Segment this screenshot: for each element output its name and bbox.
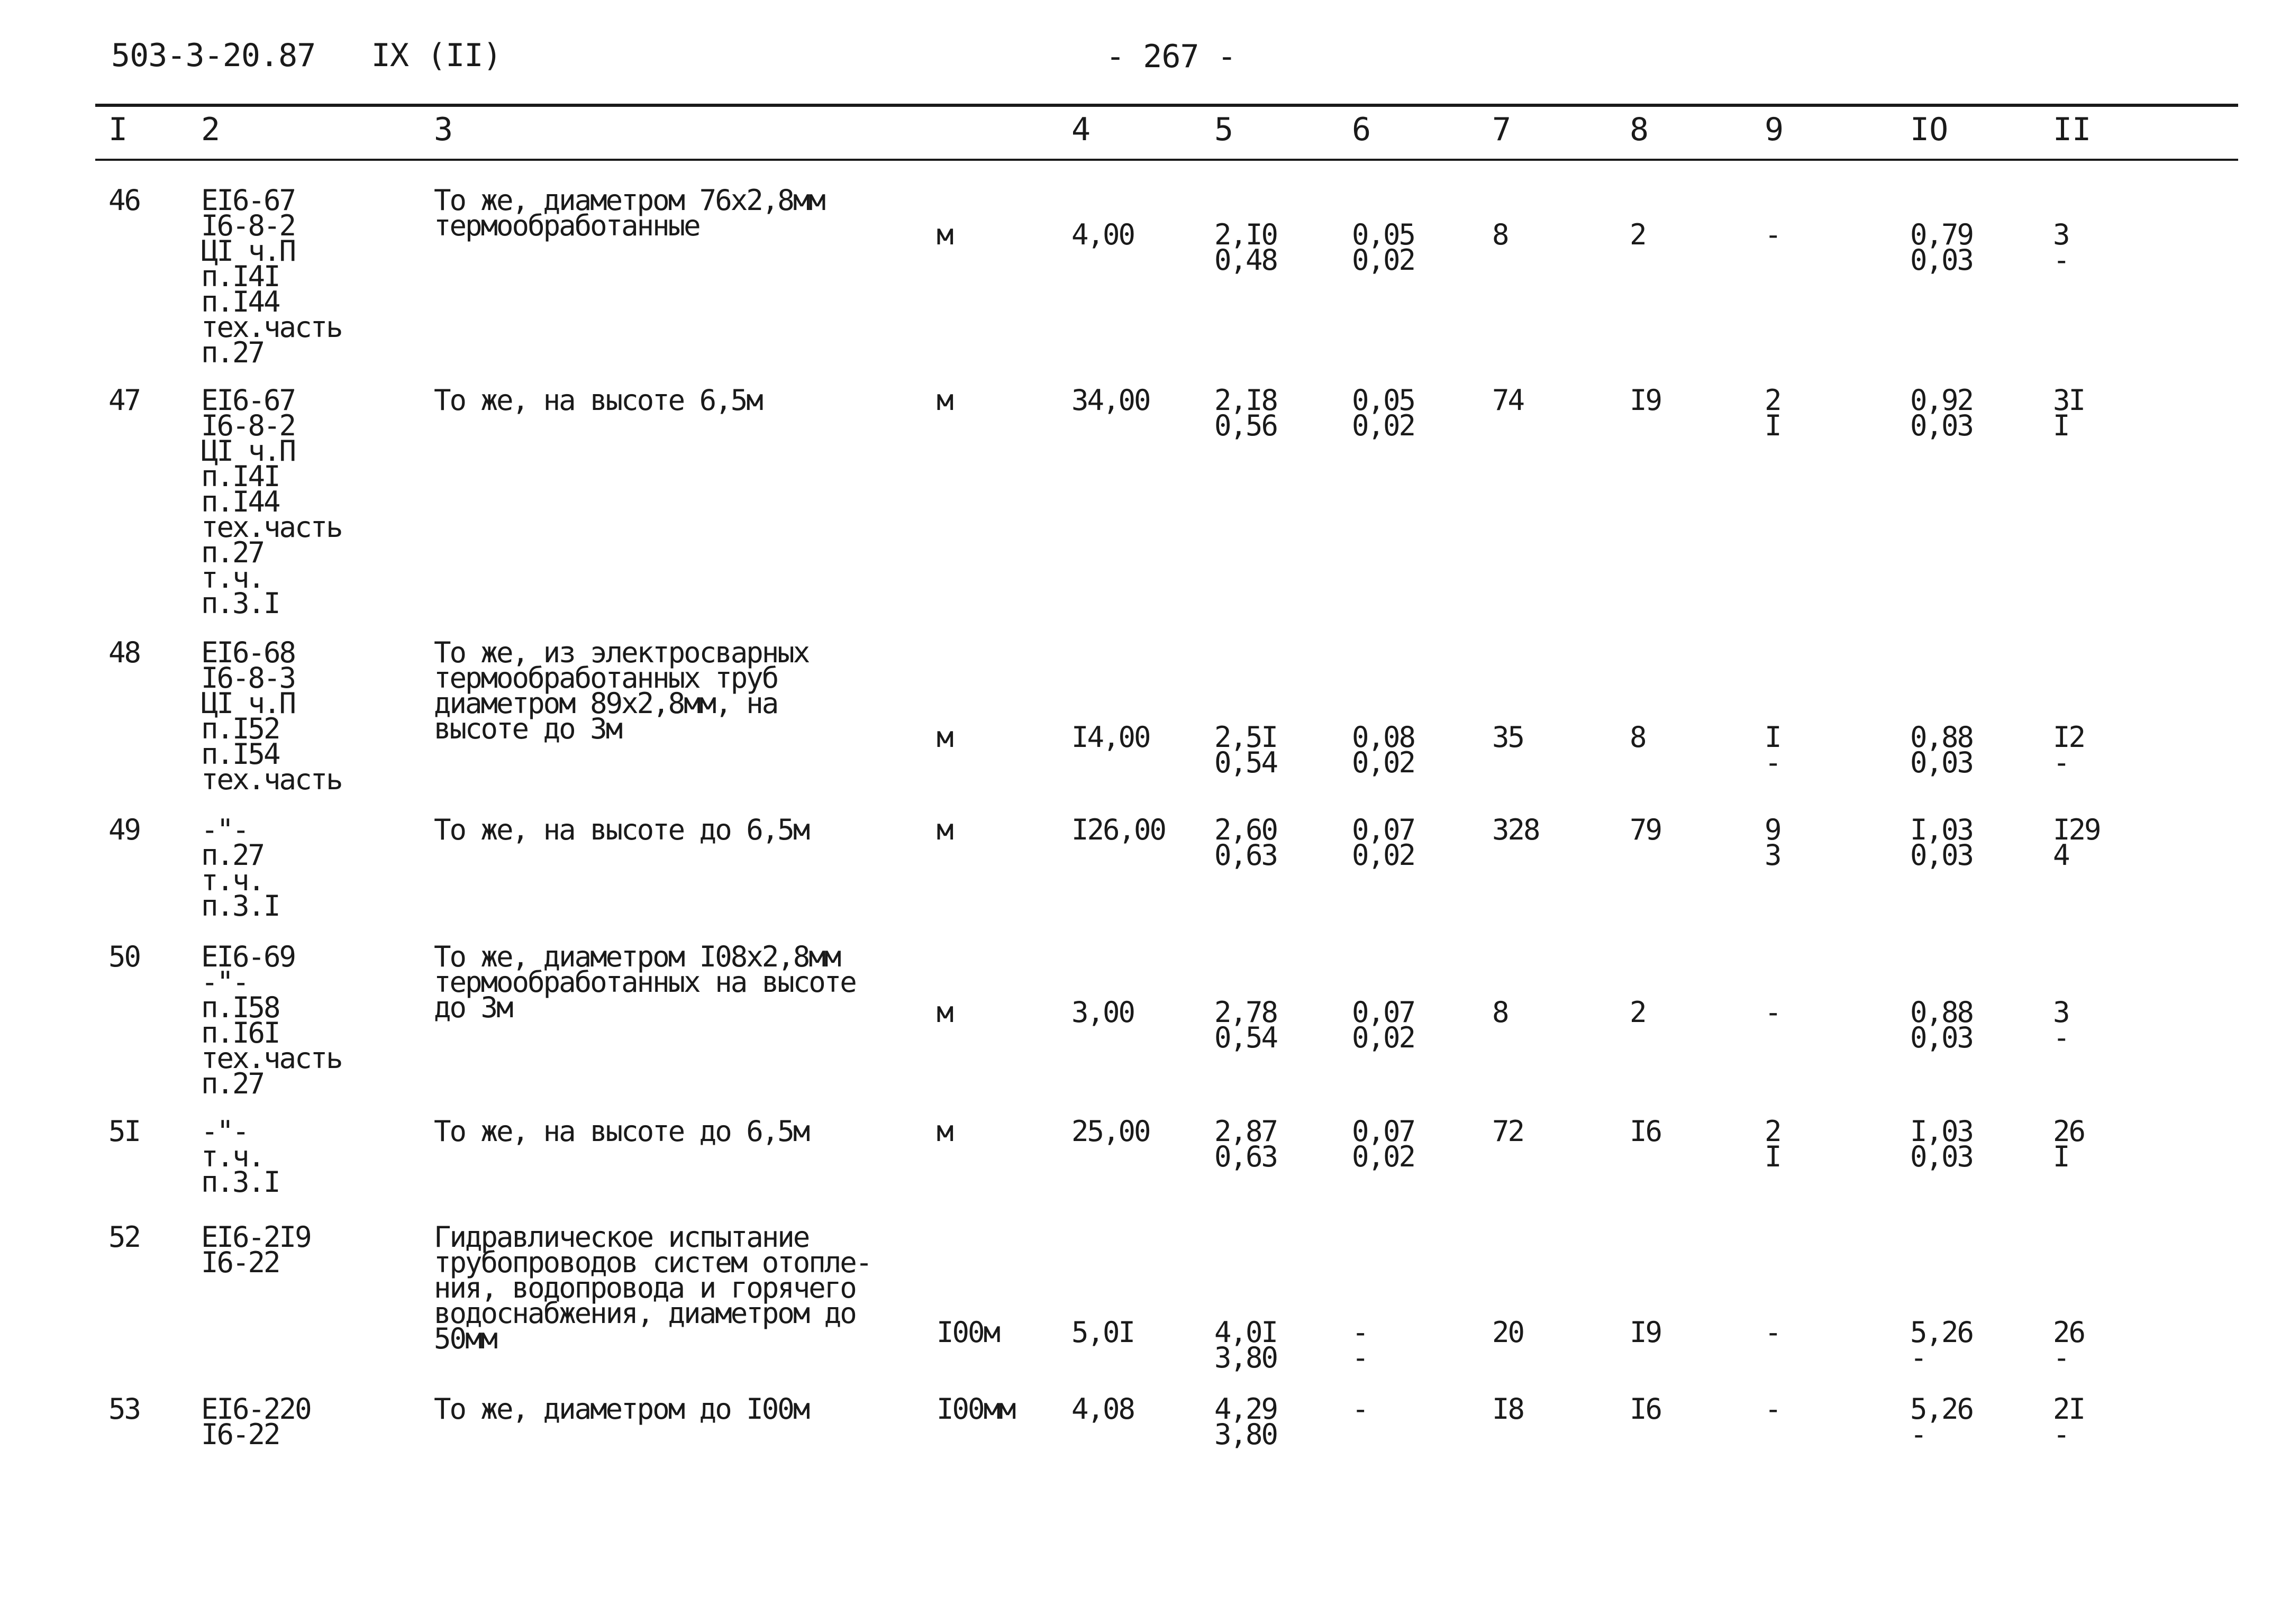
- column-7-value: [1492, 1115, 1524, 1148]
- norm-code-line: п.I44: [201, 285, 279, 318]
- column-10-values-line: I,03: [1910, 1115, 1973, 1148]
- column-6-values-line: 0,08: [1352, 720, 1415, 754]
- norm-code-line: I6-8-2: [201, 409, 295, 442]
- column-11-values-line: 26: [2053, 1316, 2085, 1349]
- unit-of-measure-line: м: [937, 996, 952, 1029]
- quantity-line: 4,08: [1071, 1392, 1134, 1426]
- column-5-values-line: 3,80: [1214, 1418, 1277, 1451]
- norm-code-line: EI6-220: [201, 1392, 311, 1426]
- work-description-line: ния, водопровода и горячего: [434, 1271, 856, 1304]
- norm-code-line: EI6-2I9: [201, 1220, 311, 1254]
- norm-code-line: I6-8-2: [201, 209, 295, 242]
- column-8-value: [1630, 384, 1661, 417]
- row-number-line: 52: [108, 1220, 140, 1254]
- column-9-values-line: 2: [1765, 384, 1780, 417]
- column-10-values-line: 0,03: [1910, 1140, 1973, 1173]
- column-header-1: I: [108, 111, 128, 148]
- column-6-values-line: 0,07: [1352, 1115, 1415, 1148]
- column-5-values-line: 2,I0: [1214, 218, 1277, 251]
- column-8-value-line: I9: [1630, 384, 1661, 417]
- work-description-line: высоте до 3м: [434, 712, 622, 745]
- column-9-values-line: I: [1765, 720, 1780, 754]
- column-8-value-line: 79: [1630, 813, 1661, 846]
- work-description: [434, 813, 809, 846]
- column-9-values-line: 3: [1765, 838, 1780, 872]
- column-10-values: [1910, 720, 1973, 779]
- row-number-line: 48: [108, 636, 140, 669]
- column-10-values: [1910, 1316, 1973, 1374]
- column-header-8: 8: [1630, 111, 1649, 148]
- column-8-value: [1630, 720, 1646, 754]
- quantity: [1071, 1316, 1134, 1349]
- norm-code-line: I6-22: [201, 1246, 279, 1279]
- norm-code: [201, 636, 342, 796]
- norm-code-line: п.I58: [201, 991, 279, 1024]
- norm-code-line: п.I4I: [201, 260, 279, 293]
- quantity: [1071, 1392, 1134, 1426]
- column-11-values-line: I29: [2053, 813, 2100, 846]
- column-8-value: [1630, 218, 1646, 251]
- column-11-values-line: -: [2053, 1021, 2069, 1054]
- column-10-values-line: -: [1910, 1418, 1926, 1451]
- unit-of-measure-line: м: [937, 218, 952, 251]
- column-10-values: [1910, 384, 1973, 442]
- column-6-values: [1352, 1115, 1415, 1173]
- column-5-values-line: 0,54: [1214, 746, 1277, 779]
- column-10-values: [1910, 813, 1973, 872]
- column-11-values-line: I2: [2053, 720, 2085, 754]
- column-10-values: [1910, 1115, 1973, 1173]
- column-5-values-line: 0,63: [1214, 838, 1277, 872]
- column-7-value-line: 35: [1492, 720, 1524, 754]
- column-6-values-line: 0,02: [1352, 1021, 1415, 1054]
- column-11-values-line: -: [2053, 1341, 2069, 1374]
- quantity-line: I4,00: [1071, 720, 1150, 754]
- column-5-values-line: 3,80: [1214, 1341, 1277, 1374]
- norm-code-line: п.27: [201, 336, 264, 369]
- column-10-values: [1910, 1392, 1973, 1451]
- column-6-values-line: -: [1352, 1392, 1368, 1426]
- column-5-values: [1214, 218, 1277, 277]
- unit-of-measure: [937, 1316, 999, 1349]
- column-5-values-line: 2,78: [1214, 996, 1277, 1029]
- column-10-values-line: I,03: [1910, 813, 1973, 846]
- row-number: [108, 1220, 140, 1254]
- norm-code: [201, 940, 342, 1100]
- quantity-line: I26,00: [1071, 813, 1166, 846]
- unit-of-measure-line: м: [937, 720, 952, 754]
- table-header-rule: [95, 159, 2238, 161]
- norm-code-line: -"-: [201, 813, 248, 846]
- column-6-values: [1352, 218, 1415, 277]
- column-6-values-line: 0,02: [1352, 1140, 1415, 1173]
- norm-code-line: т.ч.: [201, 1140, 264, 1173]
- column-9-values-line: 2: [1765, 1115, 1780, 1148]
- row-number: [108, 940, 140, 973]
- table-top-rule: [95, 104, 2238, 107]
- column-11-values-line: -: [2053, 746, 2069, 779]
- work-description-line: То же, диаметром I08х2,8мм: [434, 940, 840, 973]
- column-5-values-line: 4,29: [1214, 1392, 1277, 1426]
- row-number: [108, 384, 140, 417]
- column-5-values: [1214, 720, 1277, 779]
- row-number: [108, 1115, 140, 1148]
- column-11-values-line: 3: [2053, 218, 2069, 251]
- work-description: [434, 636, 809, 745]
- column-7-value-line: 72: [1492, 1115, 1524, 1148]
- unit-of-measure: [937, 218, 952, 251]
- row-number-line: 5I: [108, 1115, 140, 1148]
- column-5-values: [1214, 813, 1277, 872]
- norm-code: [201, 1220, 311, 1279]
- work-description-line: Гидравлическое испытание: [434, 1220, 809, 1254]
- unit-of-measure-line: м: [937, 384, 952, 417]
- norm-code-line: EI6-67: [201, 184, 295, 217]
- norm-code-line: п.3.I: [201, 1165, 279, 1199]
- column-6-values-line: 0,02: [1352, 409, 1415, 442]
- unit-of-measure: [937, 720, 952, 754]
- column-11-values-line: -: [2053, 243, 2069, 277]
- norm-code-line: тех.часть: [201, 510, 342, 544]
- row-number: [108, 184, 140, 217]
- quantity-line: 4,00: [1071, 218, 1134, 251]
- column-8-value-line: 2: [1630, 218, 1646, 251]
- column-5-values-line: 2,I8: [1214, 384, 1277, 417]
- unit-of-measure: [937, 384, 952, 417]
- quantity: [1071, 996, 1134, 1029]
- column-11-values-line: -: [2053, 1418, 2069, 1451]
- column-11-values: [2053, 384, 2085, 442]
- work-description-line: То же, диаметром 76х2,8мм: [434, 184, 824, 217]
- column-10-values-line: 0,88: [1910, 996, 1973, 1029]
- column-9-values: [1765, 720, 1780, 779]
- column-8-value-line: I6: [1630, 1392, 1661, 1426]
- norm-code-line: EI6-68: [201, 636, 295, 669]
- quantity: [1071, 384, 1150, 417]
- column-7-value-line: 20: [1492, 1316, 1524, 1349]
- norm-code-line: тех.часть: [201, 763, 342, 796]
- column-5-values-line: 0,56: [1214, 409, 1277, 442]
- column-7-value: [1492, 1392, 1524, 1426]
- work-description-line: 50мм: [434, 1322, 497, 1355]
- column-11-values: [2053, 1115, 2085, 1173]
- column-header-5: 5: [1214, 111, 1234, 148]
- norm-code-line: ЦI ч.П: [201, 234, 295, 268]
- column-5-values: [1214, 1115, 1277, 1173]
- column-header-7: 7: [1492, 111, 1512, 148]
- column-9-values-line: -: [1765, 746, 1780, 779]
- column-10-values-line: 0,88: [1910, 720, 1973, 754]
- work-description-line: То же, из электросварных: [434, 636, 809, 669]
- work-description-line: термообработанных на высоте: [434, 965, 856, 999]
- column-11-values: [2053, 1392, 2085, 1451]
- column-9-values: [1765, 813, 1780, 872]
- column-5-values-line: 2,87: [1214, 1115, 1277, 1148]
- column-8-value-line: I9: [1630, 1316, 1661, 1349]
- column-8-value: [1630, 813, 1661, 846]
- column-6-values: [1352, 1392, 1368, 1426]
- column-9-values: [1765, 218, 1780, 251]
- column-11-values: [2053, 720, 2085, 779]
- norm-code-line: п.27: [201, 536, 264, 569]
- column-10-values-line: 0,03: [1910, 838, 1973, 872]
- norm-code-line: п.I52: [201, 712, 279, 745]
- norm-code-line: EI6-69: [201, 940, 295, 973]
- unit-of-measure-line: м: [937, 813, 952, 846]
- column-7-value-line: 8: [1492, 218, 1508, 251]
- norm-code-line: п.27: [201, 1067, 264, 1100]
- column-9-values-line: -: [1765, 1392, 1780, 1426]
- column-8-value-line: 2: [1630, 996, 1646, 1029]
- column-7-value-line: 8: [1492, 996, 1508, 1029]
- norm-code-line: п.I54: [201, 737, 279, 771]
- column-9-values-line: 9: [1765, 813, 1780, 846]
- norm-code-line: п.I4I: [201, 460, 279, 493]
- unit-of-measure: [937, 1392, 1015, 1426]
- column-10-values-line: 0,03: [1910, 243, 1973, 277]
- column-11-values-line: 26: [2053, 1115, 2085, 1148]
- column-8-value: [1630, 1115, 1661, 1148]
- quantity: [1071, 813, 1166, 846]
- column-9-values: [1765, 996, 1780, 1029]
- row-number: [108, 813, 140, 846]
- column-7-value: [1492, 720, 1524, 754]
- column-6-values-line: 0,07: [1352, 996, 1415, 1029]
- column-8-value: [1630, 996, 1646, 1029]
- row-number: [108, 636, 140, 669]
- column-11-values: [2053, 1316, 2085, 1374]
- column-7-value: [1492, 218, 1508, 251]
- column-11-values-line: 2I: [2053, 1392, 2085, 1426]
- work-description: [434, 1220, 871, 1355]
- norm-code-line: ЦI ч.П: [201, 687, 295, 720]
- quantity-line: 25,00: [1071, 1115, 1150, 1148]
- column-header-4: 4: [1071, 111, 1091, 148]
- work-description-line: То же, на высоте 6,5м: [434, 384, 762, 417]
- work-description: [434, 1115, 809, 1148]
- norm-code-line: I6-22: [201, 1418, 279, 1451]
- quantity-line: 34,00: [1071, 384, 1150, 417]
- column-header-9: 9: [1765, 111, 1784, 148]
- norm-code: [201, 1392, 311, 1451]
- column-6-values-line: 0,07: [1352, 813, 1415, 846]
- norm-code-line: п.3.I: [201, 587, 279, 620]
- column-9-values-line: I: [1765, 1140, 1780, 1173]
- unit-of-measure: [937, 813, 952, 846]
- column-10-values-line: 0,79: [1910, 218, 1973, 251]
- column-5-values-line: 2,60: [1214, 813, 1277, 846]
- norm-code-line: -"-: [201, 965, 248, 999]
- column-10-values-line: 0,03: [1910, 746, 1973, 779]
- column-6-values: [1352, 384, 1415, 442]
- quantity: [1071, 1115, 1150, 1148]
- column-11-values: [2053, 813, 2100, 872]
- column-5-values: [1214, 996, 1277, 1054]
- column-6-values-line: 0,02: [1352, 838, 1415, 872]
- column-9-values-line: I: [1765, 409, 1780, 442]
- unit-of-measure: [937, 1115, 952, 1148]
- column-5-values: [1214, 1392, 1277, 1451]
- work-description: [434, 184, 824, 242]
- column-11-values-line: I: [2053, 409, 2069, 442]
- column-9-values: [1765, 1316, 1780, 1349]
- column-9-values: [1765, 1392, 1780, 1426]
- column-6-values: [1352, 720, 1415, 779]
- column-11-values-line: I: [2053, 1140, 2069, 1173]
- column-7-value-line: I8: [1492, 1392, 1524, 1426]
- column-6-values-line: 0,02: [1352, 746, 1415, 779]
- quantity-line: 3,00: [1071, 996, 1134, 1029]
- column-6-values-line: 0,02: [1352, 243, 1415, 277]
- column-header-10: IO: [1910, 111, 1949, 148]
- column-11-values-line: 3I: [2053, 384, 2085, 417]
- norm-code-line: п.I44: [201, 485, 279, 518]
- column-6-values-line: -: [1352, 1341, 1368, 1374]
- row-number-line: 47: [108, 384, 140, 417]
- column-5-values-line: 2,5I: [1214, 720, 1277, 754]
- column-9-values-line: -: [1765, 218, 1780, 251]
- column-header-11: II: [2053, 111, 2092, 148]
- unit-of-measure-line: I00м: [937, 1316, 999, 1349]
- quantity: [1071, 218, 1134, 251]
- column-header-3: 3: [434, 111, 453, 148]
- column-6-values: [1352, 996, 1415, 1054]
- page-number: - 267 -: [1106, 38, 1236, 75]
- column-5-values-line: 0,63: [1214, 1140, 1277, 1173]
- column-10-values-line: 0,03: [1910, 409, 1973, 442]
- column-7-value: [1492, 384, 1524, 417]
- norm-code-line: I6-8-3: [201, 661, 295, 695]
- column-5-values: [1214, 1316, 1277, 1374]
- norm-code: [201, 384, 342, 620]
- work-description-line: термообработанных труб: [434, 661, 778, 695]
- row-number-line: 49: [108, 813, 140, 846]
- column-10-values-line: 5,26: [1910, 1316, 1973, 1349]
- column-header-6: 6: [1352, 111, 1371, 148]
- column-9-values-line: -: [1765, 996, 1780, 1029]
- norm-code-line: т.ч.: [201, 864, 264, 897]
- work-description-line: до 3м: [434, 991, 512, 1024]
- work-description-line: трубопроводов систем отопле-: [434, 1246, 871, 1279]
- column-10-values: [1910, 996, 1973, 1054]
- work-description: [434, 384, 762, 417]
- norm-code-line: тех.часть: [201, 1042, 342, 1075]
- column-9-values: [1765, 384, 1780, 442]
- norm-code-line: п.I6I: [201, 1016, 279, 1050]
- norm-code: [201, 813, 279, 923]
- column-6-values-line: -: [1352, 1316, 1368, 1349]
- work-description-line: термообработанные: [434, 209, 699, 242]
- column-7-value-line: 328: [1492, 813, 1539, 846]
- column-5-values-line: 4,0I: [1214, 1316, 1277, 1349]
- norm-code-line: т.ч.: [201, 561, 264, 595]
- norm-code-line: ЦI ч.П: [201, 434, 295, 468]
- document-code: 503-3-20.87 IX (II): [111, 37, 502, 74]
- column-8-value-line: 8: [1630, 720, 1646, 754]
- unit-of-measure: [937, 996, 952, 1029]
- norm-code-line: п.27: [201, 838, 264, 872]
- column-11-values-line: 4: [2053, 838, 2069, 872]
- column-6-values: [1352, 813, 1415, 872]
- norm-code: [201, 1115, 279, 1199]
- work-description: [434, 940, 856, 1024]
- work-description: [434, 1392, 809, 1426]
- column-5-values-line: 0,48: [1214, 243, 1277, 277]
- column-6-values-line: 0,05: [1352, 384, 1415, 417]
- column-10-values-line: 0,03: [1910, 1021, 1973, 1054]
- work-description-line: диаметром 89х2,8мм, на: [434, 687, 778, 720]
- column-7-value: [1492, 813, 1539, 846]
- column-10-values-line: 5,26: [1910, 1392, 1973, 1426]
- column-11-values: [2053, 996, 2069, 1054]
- row-number: [108, 1392, 140, 1426]
- unit-of-measure-line: м: [937, 1115, 952, 1148]
- column-8-value-line: I6: [1630, 1115, 1661, 1148]
- column-10-values-line: 0,92: [1910, 384, 1973, 417]
- column-7-value: [1492, 996, 1508, 1029]
- column-5-values-line: 0,54: [1214, 1021, 1277, 1054]
- column-6-values-line: 0,05: [1352, 218, 1415, 251]
- column-header-2: 2: [201, 111, 221, 148]
- row-number-line: 46: [108, 184, 140, 217]
- work-description-line: То же, на высоте до 6,5м: [434, 1115, 809, 1148]
- column-11-values: [2053, 218, 2069, 277]
- column-8-value: [1630, 1316, 1661, 1349]
- work-description-line: То же, диаметром до I00м: [434, 1392, 809, 1426]
- norm-code-line: п.3.I: [201, 889, 279, 923]
- unit-of-measure-line: I00мм: [937, 1392, 1015, 1426]
- column-9-values: [1765, 1115, 1780, 1173]
- norm-code: [201, 184, 342, 369]
- column-7-value-line: 74: [1492, 384, 1524, 417]
- norm-code-line: -"-: [201, 1115, 248, 1148]
- column-6-values: [1352, 1316, 1368, 1374]
- column-9-values-line: -: [1765, 1316, 1780, 1349]
- column-7-value: [1492, 1316, 1524, 1349]
- column-10-values-line: -: [1910, 1341, 1926, 1374]
- column-8-value: [1630, 1392, 1661, 1426]
- row-number-line: 50: [108, 940, 140, 973]
- quantity-line: 5,0I: [1071, 1316, 1134, 1349]
- column-11-values-line: 3: [2053, 996, 2069, 1029]
- norm-code-line: EI6-67: [201, 384, 295, 417]
- norm-code-line: тех.часть: [201, 311, 342, 344]
- work-description-line: То же, на высоте до 6,5м: [434, 813, 809, 846]
- column-5-values: [1214, 384, 1277, 442]
- column-10-values: [1910, 218, 1973, 277]
- work-description-line: водоснабжения, диаметром до: [434, 1297, 856, 1330]
- quantity: [1071, 720, 1150, 754]
- row-number-line: 53: [108, 1392, 140, 1426]
